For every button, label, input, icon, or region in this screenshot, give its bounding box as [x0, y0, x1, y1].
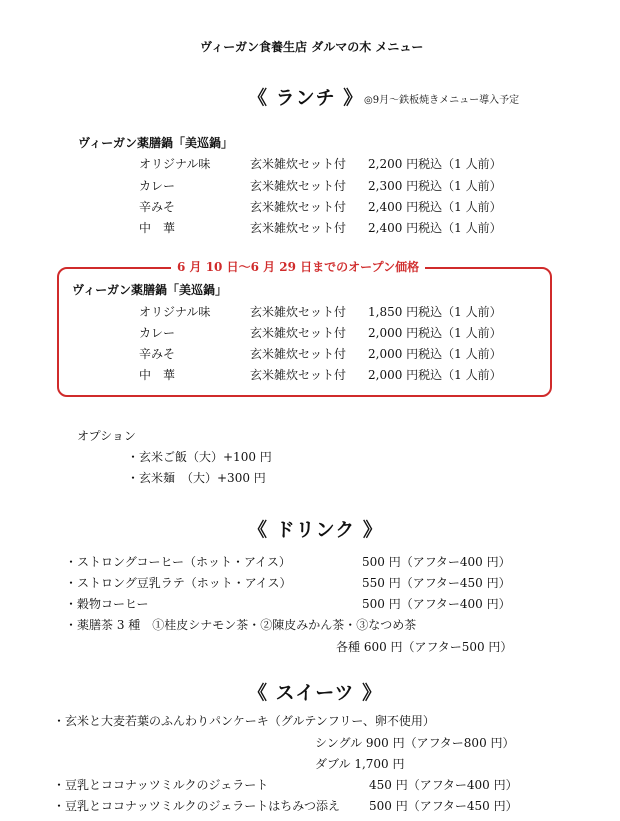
lunch-item-name: カレー: [139, 179, 176, 193]
lunch-item-set: 玄米雑炊セット付: [250, 157, 347, 171]
opening-item-set: 玄米雑炊セット付: [250, 347, 347, 361]
opening-item-name: オリジナル味: [139, 305, 211, 319]
herbal-tea-item: ・薬膳茶 3 種 ①桂皮シナモン茶・②陳皮みかん茶・③なつめ茶: [65, 618, 417, 632]
drink-item-price: 500 円（アフター400 円）: [362, 555, 511, 569]
opening-item-price: 2,000 円税込（1 人前）: [368, 326, 502, 340]
option-item: ・玄米ご飯（大）+100 円: [127, 450, 272, 464]
lunch-item-name: 辛みそ: [139, 200, 176, 214]
sweet-item-name: ・豆乳とココナッツミルクのジェラートはちみつ添え: [53, 799, 341, 813]
opening-dish-title: ヴィーガン薬膳鍋「美巡鍋」: [72, 283, 228, 297]
drinks-heading: 《 ドリンク 》: [248, 519, 383, 541]
option-item: ・玄米麺 （大）+300 円: [127, 471, 266, 485]
lunch-item-set: 玄米雑炊セット付: [250, 200, 347, 214]
menu-title: ヴィーガン食養生店 ダルマの木 メニュー: [200, 40, 424, 54]
lunch-item-set: 玄米雑炊セット付: [250, 221, 347, 235]
drink-item-name: ・ストロングコーヒー（ホット・アイス）: [65, 555, 291, 569]
options-label: オプション: [77, 429, 136, 443]
lunch-item-name: 中 華: [139, 221, 176, 235]
opening-item-price: 2,000 円税込（1 人前）: [368, 347, 502, 361]
drink-item-name: ・ストロング豆乳ラテ（ホット・アイス）: [65, 576, 292, 590]
drink-item-price: 550 円（アフター450 円）: [362, 576, 511, 590]
herbal-tea-price: 各種 600 円（アフター500 円）: [336, 640, 513, 654]
opening-item-name: 中 華: [139, 368, 176, 382]
drink-item-price: 500 円（アフター400 円）: [362, 597, 511, 611]
sweet-item-price: 450 円（アフター400 円）: [369, 778, 518, 792]
drink-item-name: ・穀物コーヒー: [65, 597, 149, 611]
opening-item-set: 玄米雑炊セット付: [250, 326, 347, 340]
lunch-dish-title: ヴィーガン薬膳鍋「美巡鍋」: [78, 136, 234, 150]
opening-item-name: 辛みそ: [139, 347, 176, 361]
lunch-item-price: 2,400 円税込（1 人前）: [368, 200, 502, 214]
opening-item-set: 玄米雑炊セット付: [250, 368, 347, 382]
sweet-item-name: ・豆乳とココナッツミルクのジェラート: [53, 778, 269, 792]
lunch-item-name: オリジナル味: [139, 157, 211, 171]
pancake-item: ・玄米と大麦若葉のふんわりパンケーキ（グルテンフリー、卵不使用）: [53, 714, 435, 728]
opening-item-set: 玄米雑炊セット付: [250, 305, 347, 319]
opening-item-name: カレー: [139, 326, 176, 340]
sweets-heading: 《 スイーツ 》: [248, 682, 383, 704]
lunch-item-price: 2,200 円税込（1 人前）: [368, 157, 502, 171]
opening-item-price: 1,850 円税込（1 人前）: [368, 305, 502, 319]
lunch-item-price: 2,400 円税込（1 人前）: [368, 221, 502, 235]
pancake-double-price: ダブル 1,700 円: [315, 757, 405, 771]
opening-item-price: 2,000 円税込（1 人前）: [368, 368, 502, 382]
sweet-item-price: 500 円（アフター450 円）: [369, 799, 518, 813]
lunch-heading: 《 ランチ 》: [248, 87, 364, 109]
lunch-item-price: 2,300 円税込（1 人前）: [368, 179, 502, 193]
lunch-item-set: 玄米雑炊セット付: [250, 179, 347, 193]
opening-price-label: 6 月 10 日〜6 月 29 日までのオープン価格: [171, 259, 425, 275]
pancake-single-price: シングル 900 円（アフター800 円）: [315, 736, 515, 750]
lunch-note: ◎9月〜鉄板焼きメニュー導入予定: [364, 95, 520, 106]
